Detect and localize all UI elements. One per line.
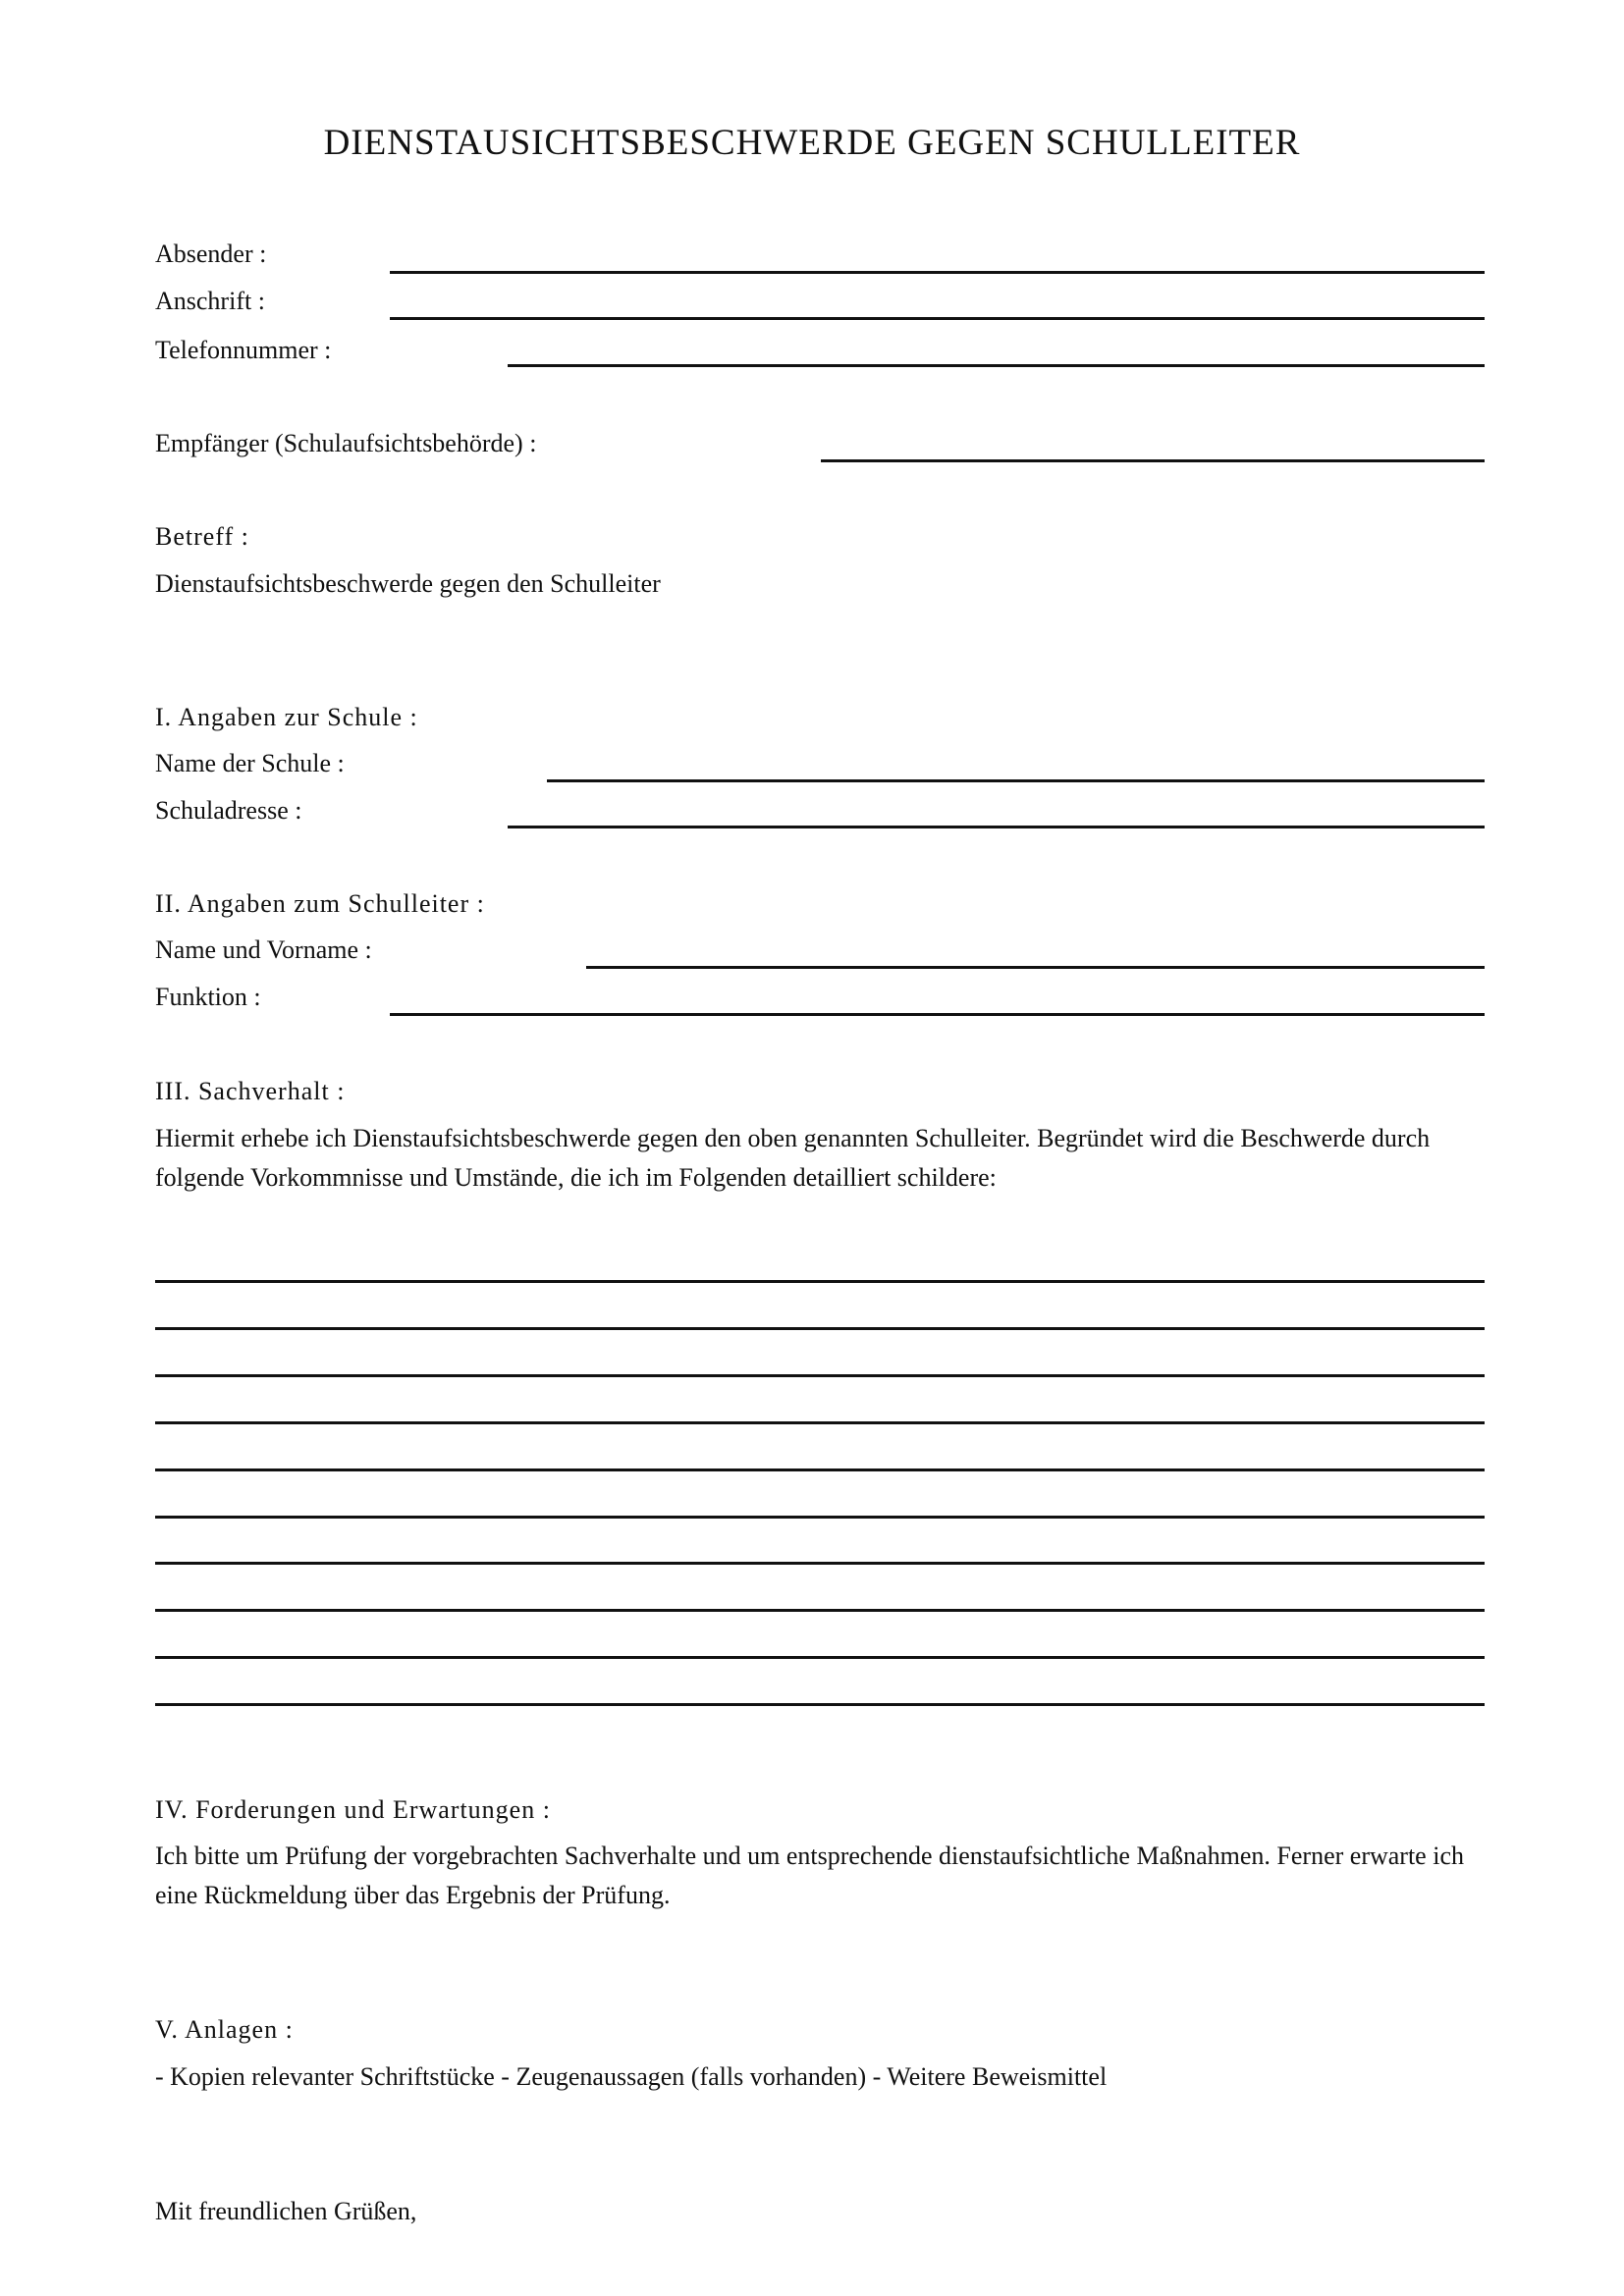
schuladresse-input-line[interactable] (508, 826, 1485, 828)
sachverhalt-text: Hiermit erhebe ich Dienstaufsichtsbeschwerde gegen den oben genannten Schulleiter. Begründet wird die Beschwerde durch folgende Vorkommnisse und Umstände, die ich im Folgenden detailliert schildere: (155, 1124, 1431, 1192)
section3-heading: III. Sachverhalt : (155, 1077, 346, 1105)
telefon-input-line[interactable] (508, 364, 1485, 367)
schuladresse-label: Schuladresse : (155, 796, 302, 825)
funktion-label: Funktion : (155, 983, 261, 1011)
sachverhalt-line[interactable] (155, 1468, 1485, 1471)
schulleiter-name-label: Name und Vorname : (155, 935, 372, 964)
schule-name-label: Name der Schule : (155, 749, 345, 777)
section2-heading: II. Angaben zum Schulleiter : (155, 889, 485, 918)
forderungen-text: Ich bitte um Prüfung der vorgebrachten Sachverhalte und um entsprechende dienstaufsichtliche Maßnahmen. Ferner erwarte ich eine Rückmeldung über das Ergebnis der Prüfung. (155, 1842, 1464, 1909)
document-title: DIENSTAUSICHTSBESCHWERDE GEGEN SCHULLEITER (323, 123, 1301, 163)
sachverhalt-line[interactable] (155, 1374, 1485, 1377)
schulleiter-name-input-line[interactable] (586, 966, 1485, 969)
sachverhalt-line[interactable] (155, 1703, 1485, 1706)
absender-label: Absender : (155, 240, 267, 268)
sachverhalt-line[interactable] (155, 1656, 1485, 1659)
funktion-input-line[interactable] (390, 1013, 1485, 1016)
empfaenger-input-line[interactable] (821, 459, 1485, 462)
sachverhalt-line[interactable] (155, 1562, 1485, 1565)
schule-name-input-line[interactable] (547, 779, 1485, 782)
sachverhalt-line[interactable] (155, 1280, 1485, 1283)
closing-text: Mit freundlichen Grüßen, (155, 2197, 417, 2225)
section5-heading: V. Anlagen : (155, 2015, 294, 2044)
telefon-label: Telefonnummer : (155, 336, 332, 364)
sachverhalt-line[interactable] (155, 1327, 1485, 1330)
empfaenger-label: Empfänger (Schulaufsichtsbehörde) : (155, 429, 537, 457)
anlagen-text: - Kopien relevanter Schriftstücke - Zeugenaussagen (falls vorhanden) - Weitere Beweismittel (155, 2062, 1108, 2091)
sachverhalt-line[interactable] (155, 1421, 1485, 1424)
sachverhalt-line[interactable] (155, 1609, 1485, 1612)
betreff-text: Dienstaufsichtsbeschwerde gegen den Schulleiter (155, 569, 661, 598)
anschrift-label: Anschrift : (155, 287, 265, 315)
absender-input-line[interactable] (390, 271, 1485, 274)
sachverhalt-line[interactable] (155, 1516, 1485, 1519)
section4-heading: IV. Forderungen und Erwartungen : (155, 1795, 551, 1824)
anschrift-input-line[interactable] (390, 317, 1485, 320)
section1-heading: I. Angaben zur Schule : (155, 703, 418, 731)
betreff-label: Betreff : (155, 522, 249, 551)
